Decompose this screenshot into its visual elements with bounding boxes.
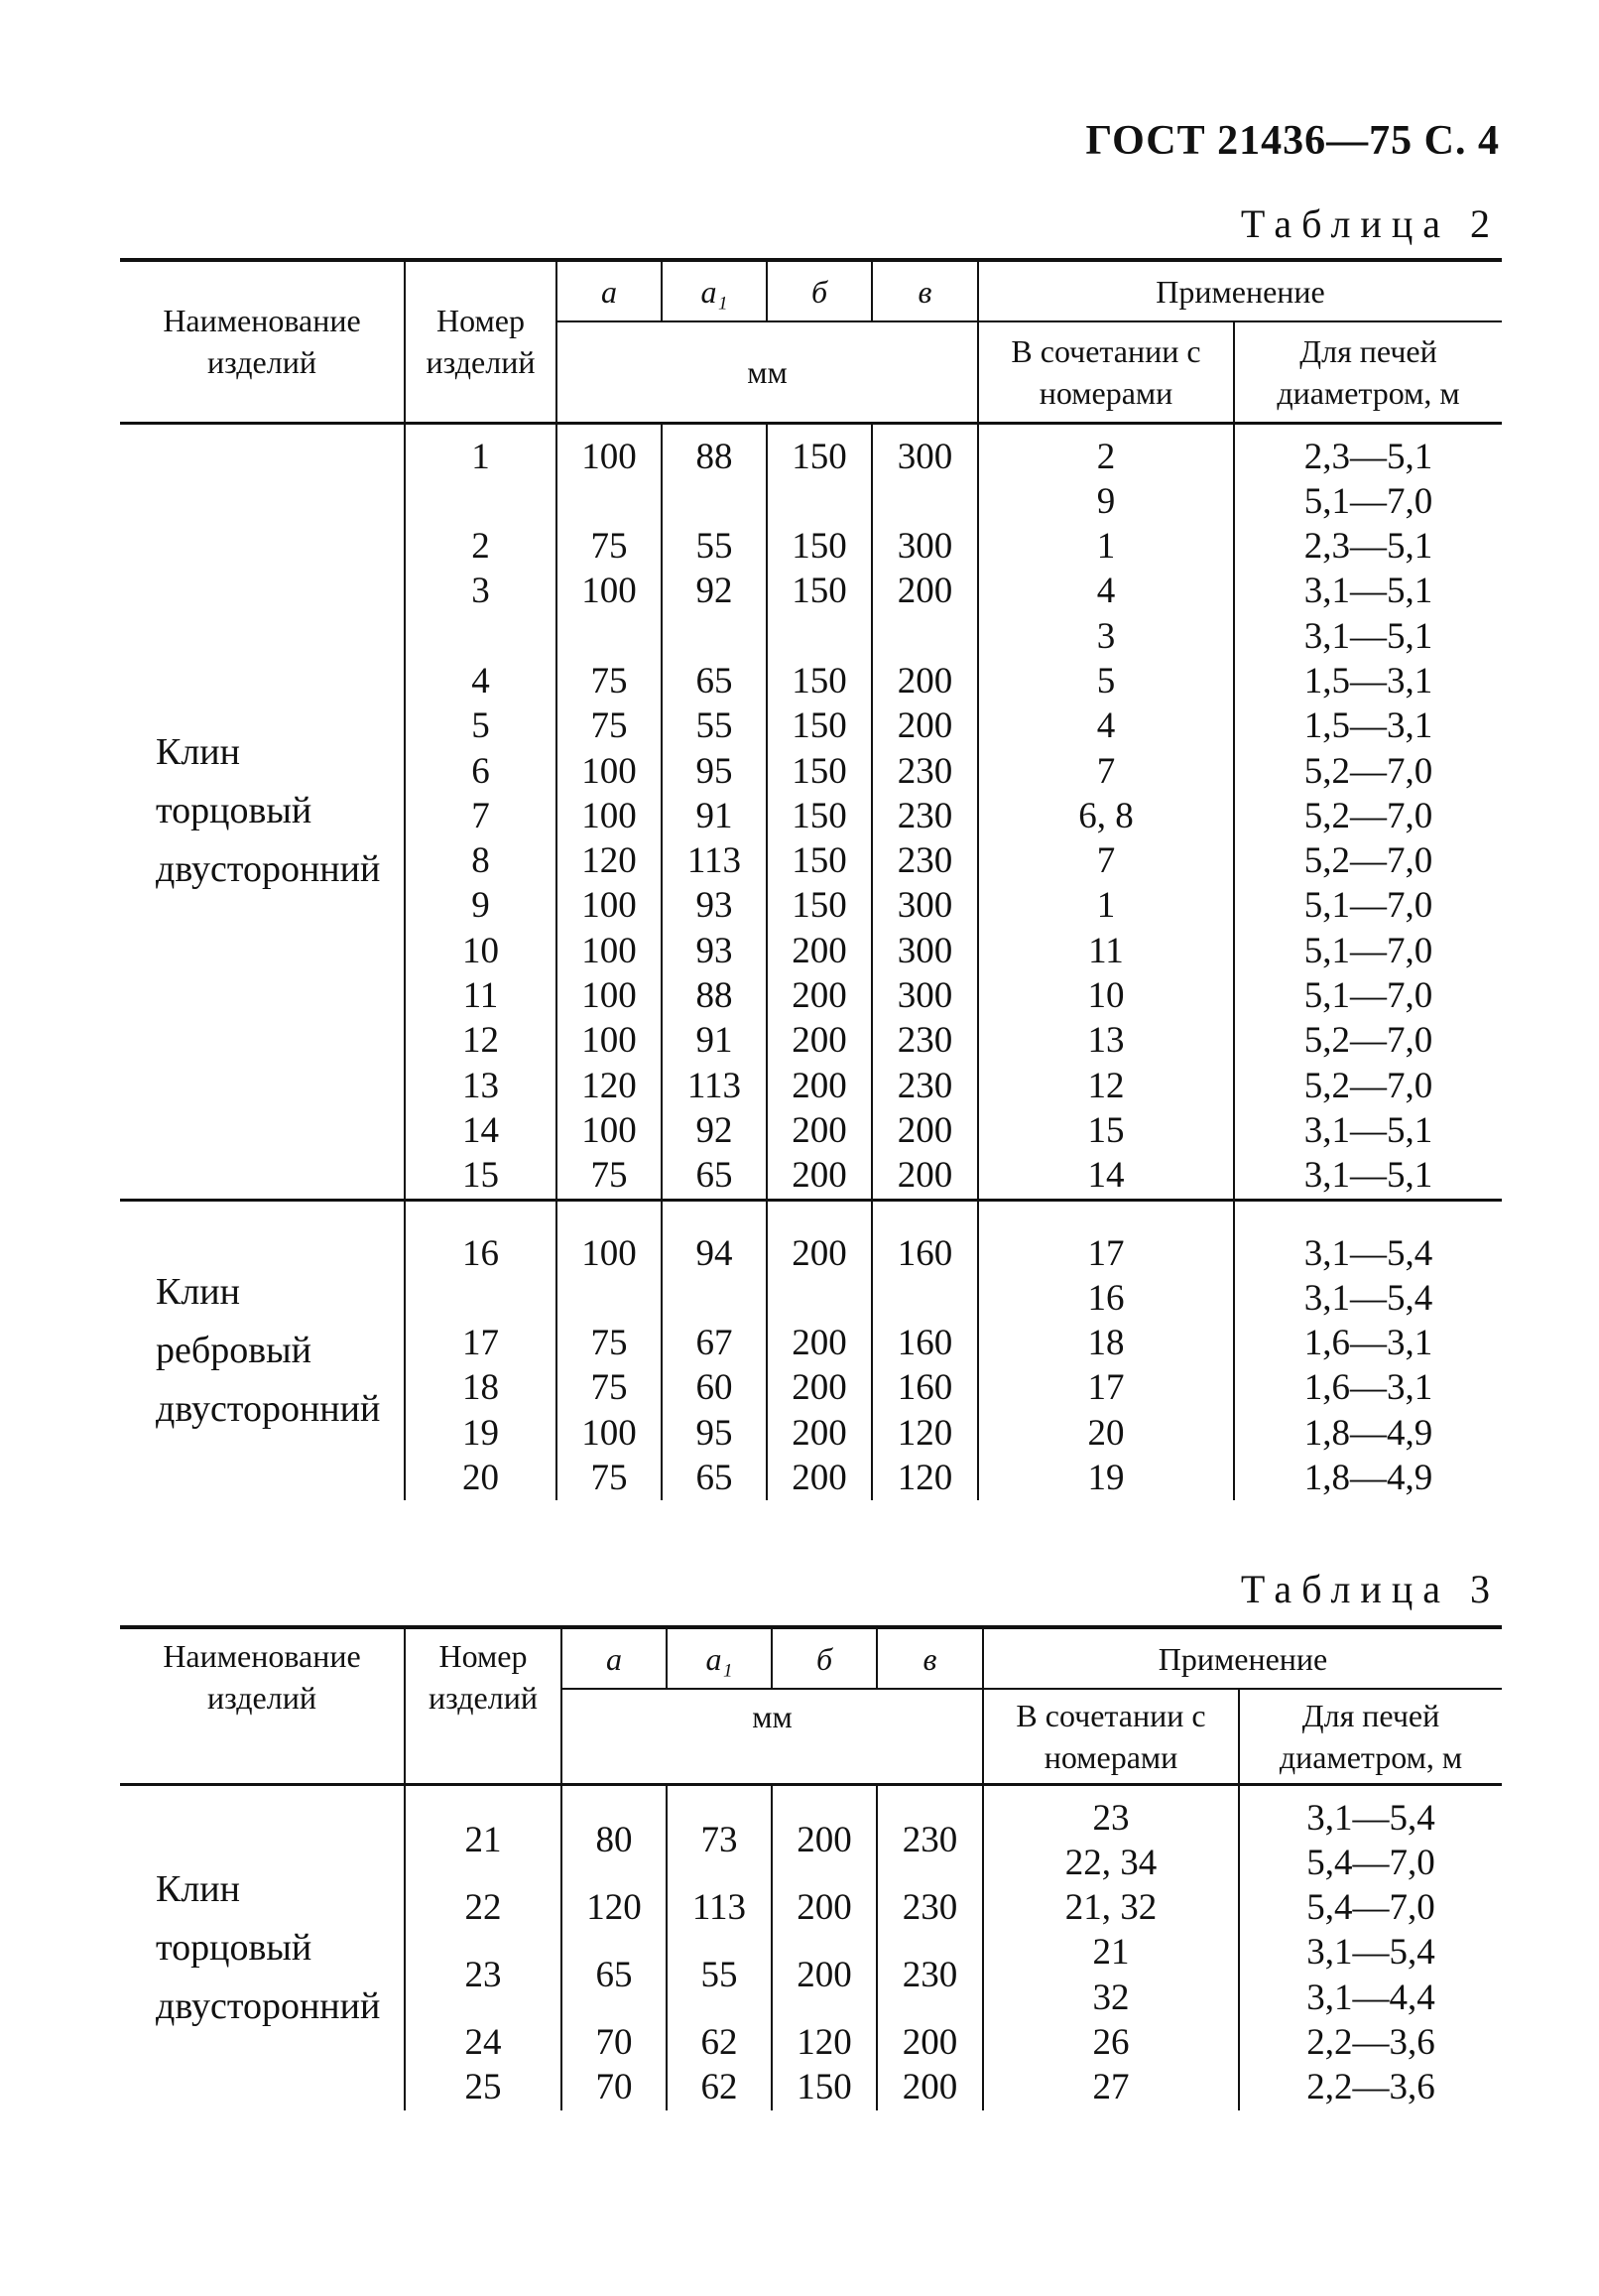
product-name: Клин торцовый двусторонний — [156, 1867, 381, 2027]
dim-a: 75 — [556, 1365, 662, 1410]
furnace-diameter — [1239, 2020, 1502, 2065]
dim-a: 70 — [561, 2065, 667, 2109]
dim-a: 100 — [556, 929, 662, 973]
diameter-range: 5,4—7,0 — [1306, 1842, 1435, 1883]
diameter-range: 5,2—7,0 — [1303, 1020, 1433, 1062]
diameter-range: 1,8—4,9 — [1303, 1412, 1433, 1454]
diameter-range: 5,4—7,0 — [1306, 1887, 1435, 1929]
furnace-diameter — [1234, 883, 1502, 928]
col-header-combination: В сочетании с номерами — [983, 1689, 1239, 1784]
dim-v: 300 — [872, 524, 978, 569]
dim-a: 100 — [556, 423, 662, 524]
dim-b: 200 — [767, 1200, 872, 1321]
dim-a: 70 — [561, 2020, 667, 2065]
furnace-diameter — [1234, 929, 1502, 973]
combination-number: 19 — [1087, 1458, 1125, 1499]
dim-v: 300 — [872, 929, 978, 973]
product-number: 11 — [405, 973, 556, 1018]
dim-a1: 92 — [662, 569, 767, 659]
dim-b: 120 — [772, 2020, 877, 2065]
diameter-range: 3,1—5,4 — [1306, 1797, 1435, 1839]
combination-numbers — [978, 569, 1234, 659]
combination-number: 9 — [1096, 480, 1116, 522]
diameter-range: 2,2—3,6 — [1306, 2067, 1435, 2108]
dim-a1: 88 — [662, 973, 767, 1018]
dim-b: 150 — [772, 2065, 877, 2109]
col-header-b: б — [767, 260, 872, 321]
combination-number: 7 — [1096, 840, 1116, 882]
dim-b: 150 — [767, 524, 872, 569]
dim-v: 200 — [877, 2065, 983, 2109]
combination-numbers — [978, 1411, 1234, 1456]
combination-numbers — [978, 703, 1234, 748]
diameter-range: 5,1—7,0 — [1303, 885, 1433, 927]
combination-number: 4 — [1096, 705, 1116, 747]
dim-v: 200 — [872, 569, 978, 659]
col-header-application: Применение — [983, 1627, 1502, 1689]
dim-b: 200 — [767, 929, 872, 973]
furnace-diameter — [1234, 1064, 1502, 1108]
combination-numbers — [983, 2020, 1239, 2065]
combination-number: 16 — [1087, 1277, 1125, 1319]
diameter-range: 1,6—3,1 — [1303, 1323, 1433, 1364]
furnace-diameter — [1234, 1456, 1502, 1500]
diameter-range: 1,5—3,1 — [1303, 705, 1433, 747]
dim-b: 150 — [767, 703, 872, 748]
dim-v: 230 — [872, 794, 978, 838]
dim-a: 100 — [556, 569, 662, 659]
dim-a: 100 — [556, 883, 662, 928]
combination-number: 2 — [1096, 436, 1116, 477]
combination-number: 6, 8 — [1078, 795, 1134, 836]
diameter-range: 3,1—5,4 — [1303, 1232, 1433, 1274]
dim-a1: 91 — [662, 1018, 767, 1063]
dim-b: 200 — [767, 1456, 872, 1500]
diameter-range: 3,1—5,4 — [1303, 1277, 1433, 1319]
diameter-range: 2,2—3,6 — [1306, 2021, 1435, 2063]
furnace-diameter — [1234, 524, 1502, 569]
product-number: 3 — [405, 569, 556, 659]
diameter-range: 3,1—5,4 — [1306, 1932, 1435, 1974]
furnace-diameter — [1234, 838, 1502, 883]
col-header-v: в — [877, 1627, 983, 1689]
diameter-range: 3,1—5,1 — [1303, 1155, 1433, 1197]
dim-b: 150 — [767, 569, 872, 659]
page-header: ГОСТ 21436—75 С. 4 — [1085, 118, 1500, 164]
col-header-unit: мм — [556, 321, 978, 423]
dim-a: 100 — [556, 973, 662, 1018]
combination-numbers — [978, 1153, 1234, 1200]
furnace-diameter — [1239, 1930, 1502, 2020]
combination-number: 26 — [1092, 2021, 1130, 2063]
dim-v: 230 — [877, 1784, 983, 1885]
diameter-range: 3,1—5,1 — [1303, 1109, 1433, 1151]
combination-number: 15 — [1087, 1109, 1125, 1151]
furnace-diameter — [1239, 1784, 1502, 1885]
dim-b: 150 — [767, 838, 872, 883]
product-number: 9 — [405, 883, 556, 928]
dim-a: 75 — [556, 1456, 662, 1500]
dim-a1: 113 — [667, 1885, 772, 1930]
dim-v: 200 — [872, 659, 978, 703]
table-row — [120, 1200, 1502, 1321]
combination-numbers — [978, 1456, 1234, 1500]
dim-b: 150 — [767, 749, 872, 794]
furnace-diameter — [1234, 1321, 1502, 1365]
dim-v: 300 — [872, 423, 978, 524]
col-header-a1: а₁ — [667, 1627, 772, 1689]
col-header-v: в — [872, 260, 978, 321]
dim-b: 200 — [767, 1018, 872, 1063]
product-number: 12 — [405, 1018, 556, 1063]
combination-numbers — [978, 524, 1234, 569]
furnace-diameter — [1234, 973, 1502, 1018]
dim-a1: 95 — [662, 1411, 767, 1456]
combination-numbers — [978, 1321, 1234, 1365]
product-number: 18 — [405, 1365, 556, 1410]
furnace-diameter — [1234, 749, 1502, 794]
combination-numbers — [978, 794, 1234, 838]
table-row — [120, 423, 1502, 524]
diameter-range: 2,3—5,1 — [1303, 526, 1433, 568]
diameter-range: 5,2—7,0 — [1303, 1065, 1433, 1106]
combination-numbers — [978, 838, 1234, 883]
diameter-range: 3,1—4,4 — [1306, 1977, 1435, 2018]
product-number: 16 — [405, 1200, 556, 1321]
dim-b: 200 — [767, 973, 872, 1018]
dim-b: 150 — [767, 883, 872, 928]
product-number: 20 — [405, 1456, 556, 1500]
combination-number: 1 — [1096, 885, 1116, 927]
dim-v: 300 — [872, 973, 978, 1018]
col-header-combination: В сочетании с номерами — [978, 321, 1234, 423]
col-header-name: Наименование изделий — [120, 260, 405, 423]
col-header-name: Наименование изделий — [120, 1627, 405, 1784]
combination-numbers — [978, 1064, 1234, 1108]
combination-number: 13 — [1087, 1020, 1125, 1062]
dim-a1: 95 — [662, 749, 767, 794]
dim-v: 160 — [872, 1365, 978, 1410]
combination-numbers — [978, 749, 1234, 794]
dim-a1: 91 — [662, 794, 767, 838]
dim-b: 200 — [767, 1365, 872, 1410]
combination-number: 14 — [1087, 1155, 1125, 1197]
furnace-diameter — [1234, 1365, 1502, 1410]
dim-a: 100 — [556, 1018, 662, 1063]
furnace-diameter — [1234, 794, 1502, 838]
dim-b: 200 — [772, 1930, 877, 2020]
product-number: 21 — [405, 1784, 561, 1885]
combination-number: 1 — [1096, 526, 1116, 568]
dim-a1: 88 — [662, 423, 767, 524]
dim-v: 120 — [872, 1411, 978, 1456]
combination-number: 23 — [1092, 1797, 1130, 1839]
product-number: 8 — [405, 838, 556, 883]
diameter-range: 2,3—5,1 — [1303, 436, 1433, 477]
dim-a1: 67 — [662, 1321, 767, 1365]
product-number: 24 — [405, 2020, 561, 2065]
furnace-diameter — [1234, 1200, 1502, 1321]
dim-a1: 93 — [662, 883, 767, 928]
col-header-number: Номер изделий — [405, 1627, 561, 1784]
table-3 — [120, 1625, 1502, 2110]
combination-number: 21, 32 — [1064, 1887, 1158, 1929]
dim-b: 200 — [767, 1108, 872, 1153]
product-number: 23 — [405, 1930, 561, 2020]
combination-number: 20 — [1087, 1412, 1125, 1454]
dim-v: 200 — [872, 1108, 978, 1153]
dim-v: 230 — [877, 1930, 983, 2020]
combination-number: 17 — [1087, 1367, 1125, 1409]
combination-numbers — [978, 1200, 1234, 1321]
dim-a1: 60 — [662, 1365, 767, 1410]
dim-a: 80 — [561, 1784, 667, 1885]
dim-a1: 93 — [662, 929, 767, 973]
diameter-range: 1,8—4,9 — [1303, 1458, 1433, 1499]
product-number: 5 — [405, 703, 556, 748]
product-number: 19 — [405, 1411, 556, 1456]
combination-number: 12 — [1087, 1065, 1125, 1106]
combination-numbers — [978, 423, 1234, 524]
combination-numbers — [983, 2065, 1239, 2109]
combination-number: 27 — [1092, 2067, 1130, 2108]
dim-v: 160 — [872, 1321, 978, 1365]
dim-a: 75 — [556, 659, 662, 703]
furnace-diameter — [1234, 1153, 1502, 1200]
combination-number: 32 — [1092, 1977, 1130, 2018]
dim-b: 150 — [767, 659, 872, 703]
diameter-range: 1,5—3,1 — [1303, 660, 1433, 702]
product-number: 22 — [405, 1885, 561, 1930]
dim-a1: 55 — [667, 1930, 772, 2020]
combination-numbers — [978, 883, 1234, 928]
dim-a: 100 — [556, 1108, 662, 1153]
dim-a: 75 — [556, 524, 662, 569]
combination-numbers — [978, 1018, 1234, 1063]
col-header-b: б — [772, 1627, 877, 1689]
table-row — [120, 1784, 1502, 1885]
col-header-application: Применение — [978, 260, 1502, 321]
combination-numbers — [983, 1885, 1239, 1930]
product-number: 15 — [405, 1153, 556, 1200]
dim-a1: 113 — [662, 1064, 767, 1108]
dim-a1: 55 — [662, 524, 767, 569]
dim-a1: 92 — [662, 1108, 767, 1153]
dim-v: 230 — [872, 838, 978, 883]
furnace-diameter — [1239, 1885, 1502, 1930]
combination-number: 4 — [1096, 571, 1116, 612]
furnace-diameter — [1234, 1108, 1502, 1153]
combination-number: 11 — [1088, 930, 1124, 971]
product-number: 14 — [405, 1108, 556, 1153]
product-number: 13 — [405, 1064, 556, 1108]
combination-numbers — [978, 1365, 1234, 1410]
product-number: 6 — [405, 749, 556, 794]
combination-number: 3 — [1096, 615, 1116, 657]
dim-a1: 113 — [662, 838, 767, 883]
product-name: Клин торцовый двусторонний — [156, 731, 381, 891]
dim-a: 100 — [556, 1411, 662, 1456]
dim-a: 75 — [556, 703, 662, 748]
col-header-diameter: Для печей диаметром, м — [1239, 1689, 1502, 1784]
dim-b: 200 — [772, 1784, 877, 1885]
combination-number: 7 — [1096, 750, 1116, 792]
dim-v: 160 — [872, 1200, 978, 1321]
diameter-range: 1,6—3,1 — [1303, 1367, 1433, 1409]
diameter-range: 3,1—5,1 — [1303, 615, 1433, 657]
dim-a1: 94 — [662, 1200, 767, 1321]
dim-a1: 65 — [662, 1153, 767, 1200]
furnace-diameter — [1239, 2065, 1502, 2109]
furnace-diameter — [1234, 703, 1502, 748]
dim-a: 65 — [561, 1930, 667, 2020]
dim-b: 150 — [767, 794, 872, 838]
col-header-diameter: Для печей диаметром, м — [1234, 321, 1502, 423]
combination-number: 10 — [1087, 975, 1125, 1017]
dim-v: 200 — [872, 1153, 978, 1200]
furnace-diameter — [1234, 569, 1502, 659]
diameter-range: 3,1—5,1 — [1303, 571, 1433, 612]
combination-number: 17 — [1087, 1232, 1125, 1274]
product-number: 7 — [405, 794, 556, 838]
combination-number: 21 — [1092, 1932, 1130, 1974]
col-header-number: Номер изделий — [405, 260, 556, 423]
dim-a: 120 — [561, 1885, 667, 1930]
combination-numbers — [983, 1930, 1239, 2020]
combination-number: 5 — [1096, 660, 1116, 702]
diameter-range: 5,1—7,0 — [1303, 975, 1433, 1017]
combination-numbers — [978, 929, 1234, 973]
dim-a1: 65 — [662, 659, 767, 703]
diameter-range: 5,2—7,0 — [1303, 840, 1433, 882]
dim-a: 120 — [556, 1064, 662, 1108]
product-name: Клин ребровый двусторонний — [120, 1200, 405, 1500]
dim-a: 100 — [556, 1200, 662, 1321]
dim-v: 300 — [872, 883, 978, 928]
dim-v: 230 — [872, 749, 978, 794]
col-header-a: а — [556, 260, 662, 321]
dim-a: 100 — [556, 749, 662, 794]
dim-a1: 65 — [662, 1456, 767, 1500]
combination-number: 22, 34 — [1064, 1842, 1158, 1883]
combination-numbers — [978, 659, 1234, 703]
product-number: 4 — [405, 659, 556, 703]
col-header-a: а — [561, 1627, 667, 1689]
furnace-diameter — [1234, 659, 1502, 703]
dim-b: 150 — [767, 423, 872, 524]
dim-b: 200 — [767, 1321, 872, 1365]
dim-v: 120 — [872, 1456, 978, 1500]
dim-b: 200 — [772, 1885, 877, 1930]
product-number: 2 — [405, 524, 556, 569]
product-number: 17 — [405, 1321, 556, 1365]
furnace-diameter — [1234, 423, 1502, 524]
col-header-unit: мм — [561, 1689, 983, 1784]
product-number: 25 — [405, 2065, 561, 2109]
dim-v: 230 — [872, 1064, 978, 1108]
dim-a1: 73 — [667, 1784, 772, 1885]
dim-v: 230 — [872, 1018, 978, 1063]
dim-v: 200 — [872, 703, 978, 748]
dim-a1: 55 — [662, 703, 767, 748]
table-3-label: Таблица 3 — [1240, 1567, 1500, 1611]
dim-a: 75 — [556, 1321, 662, 1365]
dim-a1: 62 — [667, 2020, 772, 2065]
product-number: 1 — [405, 423, 556, 524]
diameter-range: 5,2—7,0 — [1303, 795, 1433, 836]
dim-v: 200 — [877, 2020, 983, 2065]
dim-b: 200 — [767, 1064, 872, 1108]
dim-a1: 62 — [667, 2065, 772, 2109]
combination-number: 18 — [1087, 1323, 1125, 1364]
dim-b: 200 — [767, 1153, 872, 1200]
col-header-a1: а₁ — [662, 260, 767, 321]
dim-a: 75 — [556, 1153, 662, 1200]
table-2-label: Таблица 2 — [1240, 201, 1500, 246]
product-number: 10 — [405, 929, 556, 973]
combination-numbers — [983, 1784, 1239, 1885]
combination-numbers — [978, 1108, 1234, 1153]
dim-a: 100 — [556, 794, 662, 838]
dim-b: 200 — [767, 1411, 872, 1456]
diameter-range: 5,1—7,0 — [1303, 480, 1433, 522]
combination-numbers — [978, 973, 1234, 1018]
furnace-diameter — [1234, 1018, 1502, 1063]
furnace-diameter — [1234, 1411, 1502, 1456]
dim-v: 230 — [877, 1885, 983, 1930]
dim-a: 120 — [556, 838, 662, 883]
diameter-range: 5,1—7,0 — [1303, 930, 1433, 971]
diameter-range: 5,2—7,0 — [1303, 750, 1433, 792]
table-2 — [120, 258, 1502, 1500]
